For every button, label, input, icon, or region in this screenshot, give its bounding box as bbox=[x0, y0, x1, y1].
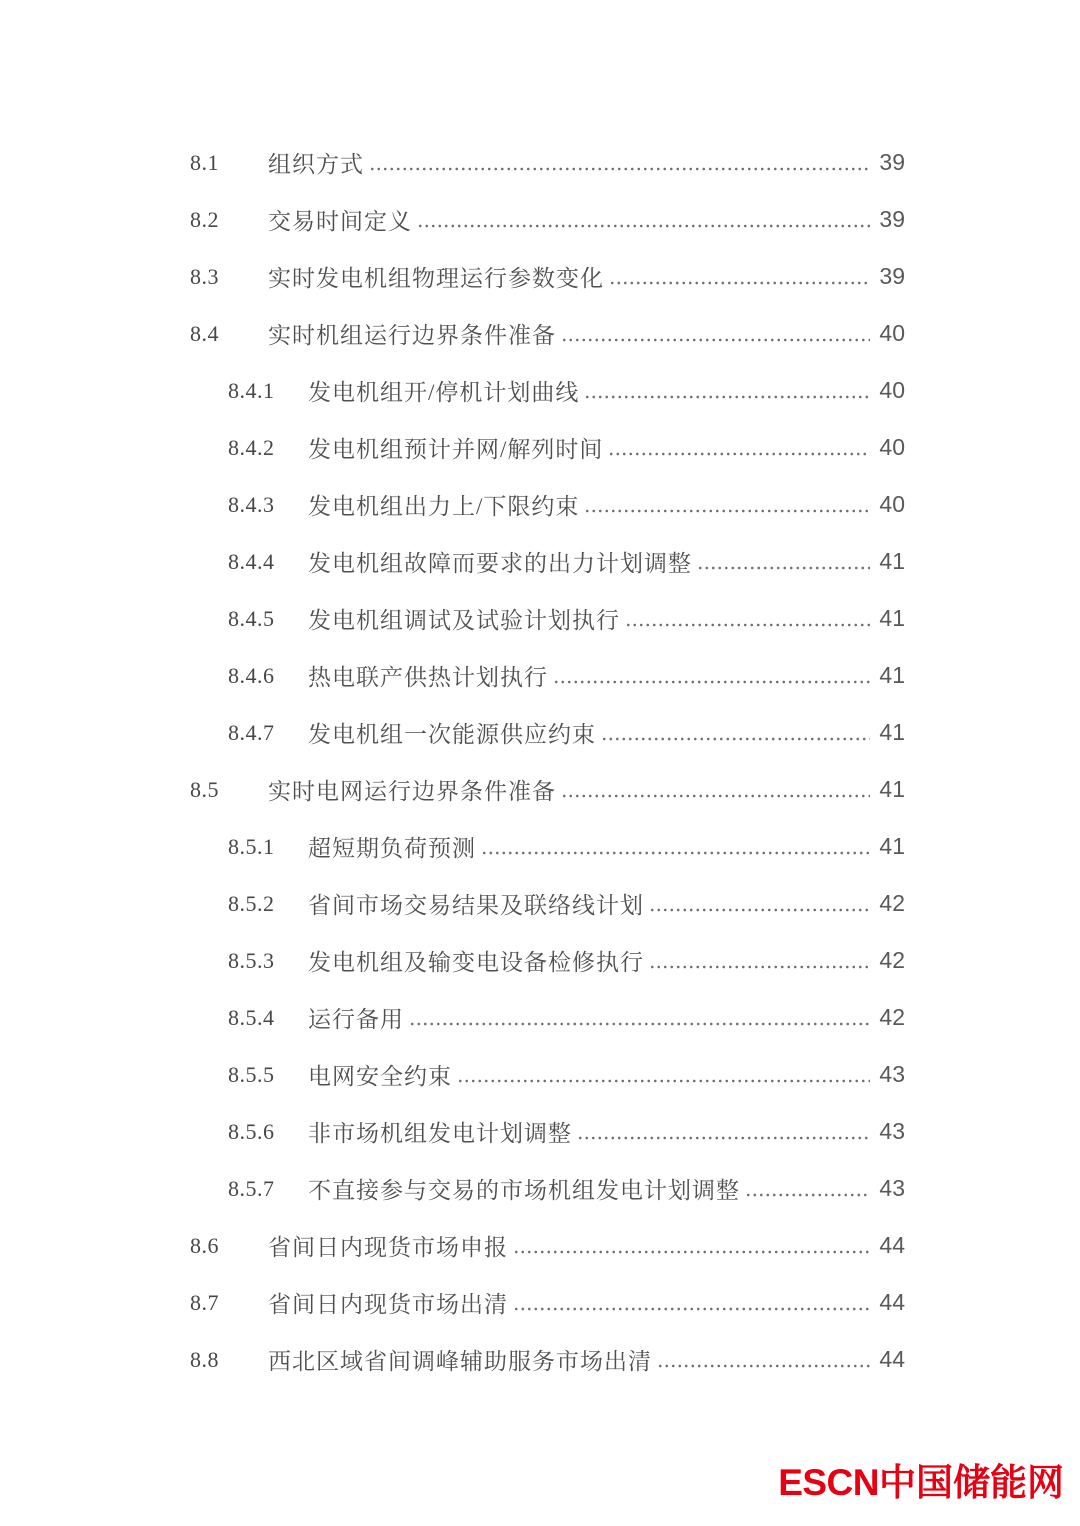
toc-entry-number: 8.5.1 bbox=[228, 833, 275, 859]
dot-leader bbox=[513, 1234, 870, 1258]
toc-entry[interactable] bbox=[0, 1274, 1080, 1331]
toc-entry-page: 42 bbox=[879, 890, 905, 916]
toc-entry-page: 41 bbox=[879, 833, 905, 859]
table-of-contents bbox=[0, 134, 1080, 1388]
dot-leader bbox=[649, 892, 870, 916]
dot-leader bbox=[561, 322, 870, 346]
dot-leader bbox=[697, 550, 870, 574]
toc-entry-title: 发电机组预计并网/解列时间 bbox=[308, 437, 604, 462]
toc-entry-page: 42 bbox=[879, 947, 905, 973]
toc-entry-number: 8.4.6 bbox=[228, 662, 275, 688]
toc-entry-page: 41 bbox=[879, 719, 905, 745]
toc-entry[interactable] bbox=[0, 932, 1080, 989]
toc-entry-title: 电网安全约束 bbox=[308, 1064, 452, 1089]
toc-entry-number: 8.4 bbox=[190, 320, 219, 346]
toc-entry-page: 39 bbox=[879, 206, 905, 232]
toc-entry[interactable] bbox=[0, 533, 1080, 590]
toc-entry[interactable] bbox=[0, 1046, 1080, 1103]
toc-entry-page: 43 bbox=[879, 1118, 905, 1144]
toc-entry-number: 8.3 bbox=[190, 263, 219, 289]
toc-entry-number: 8.5.5 bbox=[228, 1061, 275, 1087]
toc-entry-page: 40 bbox=[879, 377, 905, 403]
logo-text-en: ESCN bbox=[778, 1462, 879, 1503]
dot-leader bbox=[625, 607, 870, 631]
dot-leader bbox=[657, 1348, 870, 1372]
toc-entry-number: 8.4.4 bbox=[228, 548, 275, 574]
dot-leader bbox=[608, 436, 870, 460]
dot-leader bbox=[481, 835, 870, 859]
toc-entry[interactable] bbox=[0, 875, 1080, 932]
toc-entry-number: 8.7 bbox=[190, 1289, 219, 1315]
toc-entry-page: 40 bbox=[879, 491, 905, 517]
dot-leader bbox=[513, 1291, 870, 1315]
toc-entry-page: 43 bbox=[879, 1061, 905, 1087]
toc-entry-page: 41 bbox=[879, 605, 905, 631]
dot-leader bbox=[561, 778, 870, 802]
dot-leader bbox=[609, 265, 870, 289]
toc-entry[interactable] bbox=[0, 248, 1080, 305]
toc-entry-page: 43 bbox=[879, 1175, 905, 1201]
dot-leader bbox=[457, 1063, 870, 1087]
dot-leader bbox=[369, 151, 870, 175]
toc-entry[interactable] bbox=[0, 476, 1080, 533]
toc-entry[interactable] bbox=[0, 191, 1080, 248]
toc-entry-title: 超短期负荷预测 bbox=[308, 836, 476, 861]
toc-entry[interactable] bbox=[0, 1331, 1080, 1388]
toc-entry-title: 运行备用 bbox=[308, 1007, 404, 1032]
toc-entry-title: 省间日内现货市场申报 bbox=[268, 1235, 508, 1260]
toc-entry[interactable] bbox=[0, 818, 1080, 875]
dot-leader bbox=[409, 1006, 870, 1030]
toc-entry-page: 44 bbox=[879, 1346, 905, 1372]
toc-entry-number: 8.6 bbox=[190, 1232, 219, 1258]
toc-entry-page: 44 bbox=[879, 1232, 905, 1258]
toc-entry-number: 8.5.6 bbox=[228, 1118, 275, 1144]
toc-entry-number: 8.2 bbox=[190, 206, 219, 232]
toc-entry-title: 实时电网运行边界条件准备 bbox=[268, 779, 556, 804]
toc-entry[interactable] bbox=[0, 590, 1080, 647]
toc-entry-title: 省间日内现货市场出清 bbox=[268, 1292, 508, 1317]
toc-entry[interactable] bbox=[0, 134, 1080, 191]
toc-entry[interactable] bbox=[0, 1103, 1080, 1160]
escn-logo bbox=[778, 1452, 1064, 1506]
toc-entry-number: 8.4.1 bbox=[228, 377, 275, 403]
toc-entry-number: 8.4.5 bbox=[228, 605, 275, 631]
toc-entry-title: 发电机组故障而要求的出力计划调整 bbox=[308, 551, 692, 576]
dot-leader bbox=[584, 493, 870, 517]
dot-leader bbox=[577, 1120, 870, 1144]
toc-entry-title: 实时机组运行边界条件准备 bbox=[268, 323, 556, 348]
toc-entry-page: 39 bbox=[879, 149, 905, 175]
toc-entry-title: 非市场机组发电计划调整 bbox=[308, 1121, 572, 1146]
dot-leader bbox=[745, 1177, 870, 1201]
toc-entry[interactable] bbox=[0, 704, 1080, 761]
toc-entry-title: 发电机组调试及试验计划执行 bbox=[308, 608, 620, 633]
toc-entry-number: 8.4.3 bbox=[228, 491, 275, 517]
toc-entry-page: 41 bbox=[879, 662, 905, 688]
toc-entry-page: 41 bbox=[879, 776, 905, 802]
toc-entry-number: 8.4.2 bbox=[228, 434, 275, 460]
toc-entry-number: 8.5.3 bbox=[228, 947, 275, 973]
toc-entry[interactable] bbox=[0, 419, 1080, 476]
toc-entry-title: 热电联产供热计划执行 bbox=[308, 665, 548, 690]
toc-entry-page: 40 bbox=[879, 320, 905, 346]
toc-entry-title: 发电机组及输变电设备检修执行 bbox=[308, 950, 644, 975]
logo-text-zh: 中国储能网 bbox=[879, 1462, 1064, 1503]
toc-entry-title: 发电机组一次能源供应约束 bbox=[308, 722, 596, 747]
toc-entry-page: 42 bbox=[879, 1004, 905, 1030]
toc-entry-number: 8.5 bbox=[190, 776, 219, 802]
toc-entry-number: 8.1 bbox=[190, 149, 219, 175]
toc-entry-number: 8.4.7 bbox=[228, 719, 275, 745]
toc-entry-title: 发电机组出力上/下限约束 bbox=[308, 494, 580, 519]
toc-entry-title: 西北区域省间调峰辅助服务市场出清 bbox=[268, 1349, 652, 1374]
toc-entry[interactable] bbox=[0, 1160, 1080, 1217]
toc-entry-page: 41 bbox=[879, 548, 905, 574]
toc-entry-page: 39 bbox=[879, 263, 905, 289]
toc-entry[interactable] bbox=[0, 362, 1080, 419]
toc-entry-page: 44 bbox=[879, 1289, 905, 1315]
toc-entry-number: 8.5.4 bbox=[228, 1004, 275, 1030]
toc-entry-number: 8.8 bbox=[190, 1346, 219, 1372]
toc-entry-title: 不直接参与交易的市场机组发电计划调整 bbox=[308, 1178, 740, 1203]
toc-entry[interactable] bbox=[0, 305, 1080, 362]
dot-leader bbox=[584, 379, 870, 403]
toc-entry[interactable] bbox=[0, 1217, 1080, 1274]
toc-entry-title: 交易时间定义 bbox=[268, 209, 412, 234]
dot-leader bbox=[553, 664, 870, 688]
toc-entry-page: 40 bbox=[879, 434, 905, 460]
dot-leader bbox=[601, 721, 870, 745]
toc-entry-title: 发电机组开/停机计划曲线 bbox=[308, 380, 580, 405]
toc-entry-number: 8.5.2 bbox=[228, 890, 275, 916]
toc-entry-number: 8.5.7 bbox=[228, 1175, 275, 1201]
toc-entry[interactable] bbox=[0, 761, 1080, 818]
dot-leader bbox=[417, 208, 870, 232]
toc-entry[interactable] bbox=[0, 647, 1080, 704]
dot-leader bbox=[649, 949, 870, 973]
toc-entry-title: 实时发电机组物理运行参数变化 bbox=[268, 266, 604, 291]
toc-entry[interactable] bbox=[0, 989, 1080, 1046]
toc-entry-title: 省间市场交易结果及联络线计划 bbox=[308, 893, 644, 918]
toc-entry-title: 组织方式 bbox=[268, 152, 364, 177]
